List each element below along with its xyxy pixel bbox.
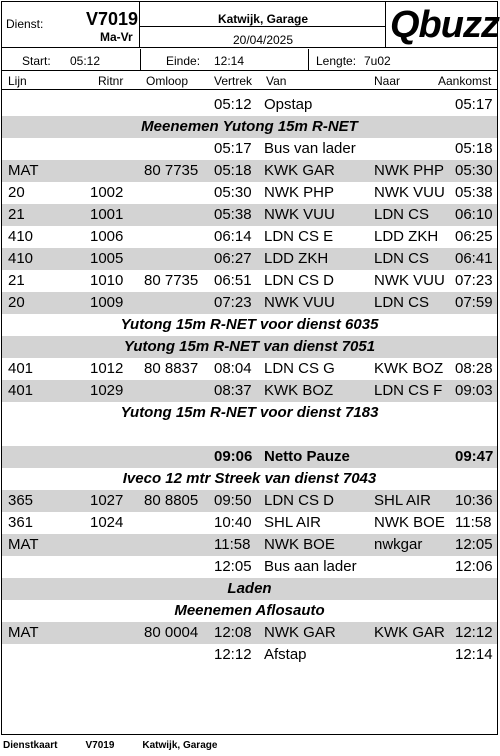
start-label: Start:	[22, 54, 51, 68]
cell-van: LDD ZKH	[264, 250, 329, 267]
footer	[3, 740, 245, 751]
cell-van: NWK PHP	[264, 184, 335, 201]
cell-vertrek: 05:12	[214, 96, 252, 113]
lengte-value: 7u02	[364, 54, 391, 68]
cell-lijn: MAT	[8, 162, 39, 179]
header	[2, 2, 497, 48]
cell-lijn: 20	[8, 184, 25, 201]
col-lijn: Lijn	[8, 74, 27, 88]
section-title: Laden	[227, 580, 272, 597]
cell-vertrek: 05:18	[214, 162, 252, 179]
footer-number: V7019	[85, 740, 115, 751]
section-title: Meenemen Yutong 15m R-NET	[141, 118, 358, 135]
section-title: Yutong 15m R-NET voor dienst 7183	[120, 404, 379, 421]
cell-naar: LDN CS	[374, 294, 430, 311]
trip-row	[2, 160, 497, 182]
cell-omloop: 80 0004	[144, 624, 199, 641]
cell-aankomst: 12:05	[455, 536, 493, 553]
cell-omloop: 80 8837	[144, 360, 199, 377]
location: Katwijk, Garage	[217, 12, 309, 26]
cell-aankomst: 06:25	[455, 228, 493, 245]
start-value: 05:12	[70, 54, 101, 68]
cell-vertrek: 07:23	[214, 294, 252, 311]
cell-naar: LDN CS	[374, 250, 430, 267]
cell-lijn: 401	[8, 382, 34, 399]
cell-naar: KWK BOZ	[374, 360, 444, 377]
cell-aankomst: 05:38	[455, 184, 493, 201]
date: 20/04/2025	[232, 33, 294, 47]
cell-van: Bus van lader	[264, 140, 356, 157]
trip-row	[2, 622, 497, 644]
footer-title: Dienstkaart	[3, 740, 58, 751]
lengte-label: Lengte:	[316, 54, 357, 68]
cell-vertrek: 08:04	[214, 360, 252, 377]
cell-aankomst: 09:03	[455, 382, 493, 399]
cell-vertrek: 06:27	[214, 250, 252, 267]
cell-naar: NWK BOE	[374, 514, 445, 531]
cell-van: NWK VUU	[264, 206, 335, 223]
trip-row	[2, 490, 497, 512]
dienstkaart	[1, 1, 498, 735]
cell-naar: KWK GAR	[374, 624, 445, 641]
cell-vertrek: 08:37	[214, 382, 252, 399]
cell-aankomst: 06:41	[455, 250, 493, 267]
trip-row	[2, 534, 497, 556]
section-title: Meenemen Aflosauto	[174, 602, 325, 619]
cell-ritnr: 1024	[90, 514, 124, 531]
section-title: Iveco 12 mtr Streek van dienst 7043	[122, 470, 377, 487]
trip-row	[2, 556, 497, 578]
cell-van: NWK BOE	[264, 536, 335, 553]
cell-naar: nwkgar	[374, 536, 423, 553]
cell-van: Afstap	[264, 646, 307, 663]
cell-ritnr: 1009	[90, 294, 124, 311]
cell-van: KWK GAR	[264, 162, 335, 179]
cell-vertrek: 09:06	[214, 448, 253, 465]
cell-aankomst: 12:12	[455, 624, 493, 641]
cell-aankomst: 10:36	[455, 492, 493, 509]
cell-naar: SHL AIR	[374, 492, 431, 509]
cell-lijn: 21	[8, 206, 25, 223]
trip-row	[2, 358, 497, 380]
info-divider	[308, 49, 309, 71]
col-ritnr: Ritnr	[98, 74, 124, 88]
cell-van: LDN CS D	[264, 272, 335, 289]
section-header	[2, 578, 497, 600]
section-header	[2, 314, 497, 336]
col-omloop: Omloop	[146, 74, 189, 88]
trip-row	[2, 292, 497, 314]
cell-aankomst: 08:28	[455, 360, 493, 377]
dienst-label: Dienst:	[6, 17, 44, 31]
cell-aankomst: 11:58	[455, 514, 492, 531]
cell-van: NWK VUU	[264, 294, 335, 311]
cell-vertrek: 06:51	[214, 272, 252, 289]
cell-aankomst: 12:06	[455, 558, 493, 575]
cell-aankomst: 12:14	[455, 646, 493, 663]
cell-vertrek: 05:17	[214, 140, 252, 157]
trip-row	[2, 248, 497, 270]
section-title: Yutong 15m R-NET voor dienst 6035	[120, 316, 379, 333]
cell-lijn: 410	[8, 228, 34, 245]
trip-row	[2, 94, 497, 116]
footer-location: Katwijk, Garage	[142, 740, 218, 751]
cell-van: LDN CS E	[264, 228, 334, 245]
cell-van: LDN CS D	[264, 492, 335, 509]
trip-row	[2, 380, 497, 402]
cell-vertrek: 09:50	[214, 492, 252, 509]
trip-row	[2, 204, 497, 226]
cell-aankomst: 09:47	[455, 448, 494, 465]
cell-van: Bus aan lader	[264, 558, 357, 575]
cell-naar: LDN CS F	[374, 382, 443, 399]
section-header	[2, 402, 497, 424]
cell-ritnr: 1012	[90, 360, 124, 377]
cell-naar: NWK VUU	[374, 272, 445, 289]
einde-label: Einde:	[166, 54, 201, 68]
cell-naar: LDN CS	[374, 206, 430, 223]
cell-lijn: 20	[8, 294, 25, 311]
cell-vertrek: 12:08	[214, 624, 252, 641]
section-title: Yutong 15m R-NET van dienst 7051	[123, 338, 376, 355]
cell-lijn: 361	[8, 514, 34, 531]
cell-ritnr: 1001	[90, 206, 124, 223]
trip-row	[2, 182, 497, 204]
cell-ritnr: 1010	[90, 272, 124, 289]
cell-ritnr: 1005	[90, 250, 124, 267]
trip-row	[2, 512, 497, 534]
cell-aankomst: 05:30	[455, 162, 493, 179]
col-naar: Naar	[374, 74, 401, 88]
section-header	[2, 116, 497, 138]
column-headers	[2, 72, 497, 90]
info-bar	[2, 49, 497, 71]
trip-row	[2, 226, 497, 248]
cell-vertrek: 05:30	[214, 184, 252, 201]
cell-lijn: 21	[8, 272, 25, 289]
cell-naar: NWK PHP	[374, 162, 445, 179]
cell-omloop: 80 8805	[144, 492, 199, 509]
cell-naar: LDD ZKH	[374, 228, 439, 245]
dienst-cell	[2, 2, 140, 48]
trip-row	[2, 138, 497, 160]
pause-row	[2, 446, 497, 468]
cell-vertrek: 05:38	[214, 206, 252, 223]
cell-aankomst: 05:18	[455, 140, 493, 157]
cell-ritnr: 1002	[90, 184, 124, 201]
cell-van: Opstap	[264, 96, 313, 113]
col-vertrek: Vertrek	[214, 74, 253, 88]
cell-ritnr: 1029	[90, 382, 124, 399]
location-divider	[140, 26, 386, 27]
cell-aankomst: 07:59	[455, 294, 493, 311]
cell-ritnr: 1027	[90, 492, 124, 509]
col-aankomst: Aankomst	[438, 74, 492, 88]
cell-aankomst: 07:23	[455, 272, 493, 289]
dienst-number: V7019	[86, 9, 139, 29]
cell-aankomst: 05:17	[455, 96, 493, 113]
cell-van: SHL AIR	[264, 514, 321, 531]
cell-van: Netto Pauze	[264, 448, 350, 465]
cell-vertrek: 06:14	[214, 228, 252, 245]
cell-lijn: MAT	[8, 536, 39, 553]
einde-value: 12:14	[214, 54, 245, 68]
cell-vertrek: 12:12	[214, 646, 252, 663]
info-divider	[140, 49, 141, 71]
cell-vertrek: 12:05	[214, 558, 252, 575]
section-header	[2, 600, 497, 622]
cell-ritnr: 1006	[90, 228, 124, 245]
section-header	[2, 336, 497, 358]
dienst-days: Ma-Vr	[100, 30, 133, 44]
trip-row	[2, 270, 497, 292]
cell-vertrek: 11:58	[214, 536, 251, 553]
cell-lijn: 401	[8, 360, 34, 377]
blank-row	[2, 424, 497, 446]
schedule-rows	[2, 94, 497, 666]
qbuzz-logo: Qbuzz	[390, 4, 499, 46]
section-header	[2, 468, 497, 490]
cell-lijn: 410	[8, 250, 34, 267]
cell-naar: NWK VUU	[374, 184, 445, 201]
cell-vertrek: 10:40	[214, 514, 252, 531]
cell-van: NWK GAR	[264, 624, 336, 641]
cell-lijn: MAT	[8, 624, 39, 641]
cell-van: LDN CS G	[264, 360, 335, 377]
cell-omloop: 80 7735	[144, 162, 199, 179]
col-van: Van	[266, 74, 287, 88]
cell-van: KWK BOZ	[264, 382, 334, 399]
cell-aankomst: 06:10	[455, 206, 493, 223]
trip-row	[2, 644, 497, 666]
cell-omloop: 80 7735	[144, 272, 199, 289]
cell-lijn: 365	[8, 492, 34, 509]
